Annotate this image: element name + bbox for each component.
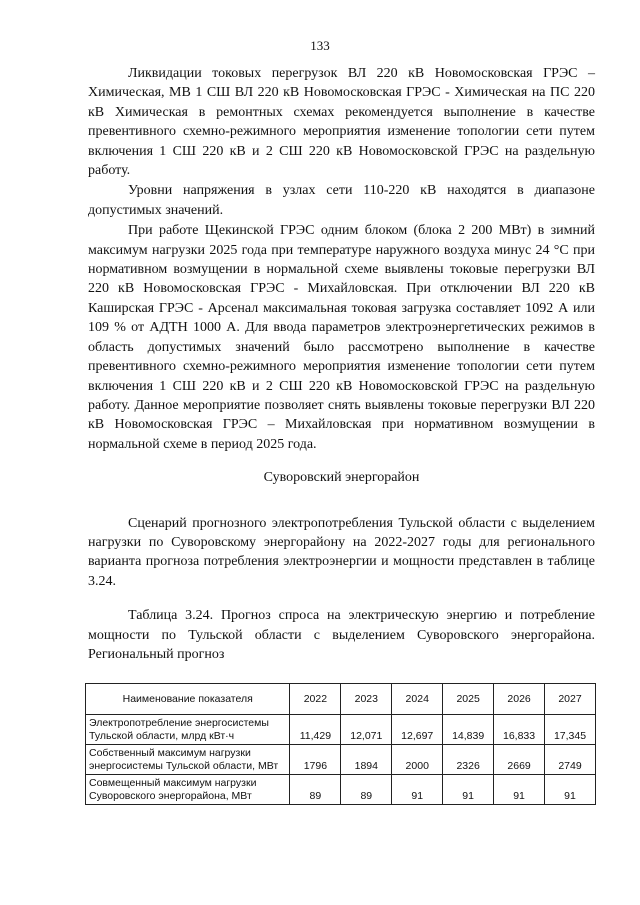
row-label: Электропотребление энергосистемы Тульской области, млрд кВт·ч xyxy=(86,715,290,745)
column-header-name: Наименование показателя xyxy=(86,684,290,715)
row-label: Совмещенный максимум нагрузки Суворовского энергорайона, МВт xyxy=(86,775,290,805)
table-cell: 12,071 xyxy=(341,715,392,745)
column-header-year: 2025 xyxy=(443,684,494,715)
paragraph-2: Уровни напряжения в узлах сети 110-220 кВ находятся в диапазоне допустимых значений. xyxy=(88,183,595,218)
table-cell: 91 xyxy=(392,775,443,805)
row-label: Собственный максимум нагрузки энергосистемы Тульской области, МВт xyxy=(86,745,290,775)
table-cell: 12,697 xyxy=(392,715,443,745)
column-header-year: 2026 xyxy=(494,684,545,715)
paragraph-3: При работе Щекинской ГРЭС одним блоком (блока 2 200 МВт) в зимний максимум нагрузки 2025 года при температуре наружного воздуха минус 24 °С при нормативном возмущении в нормальной схеме выявлены токовые перегрузки ВЛ 220 кВ Новомосковская ГРЭС - Михайловская. При отключении ВЛ 220 кВ Каширская ГРЭС - Арсенал максимальная токовая загрузка составляет 1092 А или 109 % от АДТН 1000 А. Для ввода параметров электроэнергетических режимов в область допустимых значений было рассмотрено выполнение в качестве превентивного схемно-режимного мероприятия изменение топологии сети путем включения 1 СШ 220 кВ и 2 СШ 220 кВ Новомосковской ГРЭС на раздельную работу. Данное мероприятие позволяет снять выявлены токовые перегрузки ВЛ 220 кВ Новомосковская ГРЭС – Михайловская при нормативном возмущении в нормальной схеме в период 2025 года. xyxy=(88,223,595,452)
table-cell: 89 xyxy=(341,775,392,805)
column-header-year: 2023 xyxy=(341,684,392,715)
paragraph-4: Сценарий прогнозного электропотребления Тульской области с выделением нагрузки по Суворовскому энергорайону на 2022-2027 годы для регионального варианта прогноза потребления электроэнергии и мощности представлен в таблице 3.24. xyxy=(88,515,595,589)
table-cell: 1796 xyxy=(290,745,341,775)
table-cell: 91 xyxy=(443,775,494,805)
body-text xyxy=(88,64,595,664)
paragraph-1: Ликвидации токовых перегрузок ВЛ 220 кВ Новомосковская ГРЭС – Химическая, МВ 1 СШ ВЛ 220 кВ Новомосковская ГРЭС - Химическая на ПС 220 кВ Химическая в ремонтных схемах рекомендуется выполнение в качестве превентивного схемно-режимного мероприятия изменение топологии сети путем включения 1 СШ 220 кВ и 2 СШ 220 кВ Новомосковской ГРЭС на раздельную работу. xyxy=(88,66,595,179)
table-row xyxy=(86,775,596,805)
table-cell: 2669 xyxy=(494,745,545,775)
table-cell: 11,429 xyxy=(290,715,341,745)
column-header-year: 2027 xyxy=(545,684,596,715)
table-cell: 91 xyxy=(494,775,545,805)
table-cell: 2000 xyxy=(392,745,443,775)
table-row xyxy=(86,745,596,775)
table-cell: 2749 xyxy=(545,745,596,775)
table-cell: 2326 xyxy=(443,745,494,775)
table-cell: 91 xyxy=(545,775,596,805)
column-header-year: 2022 xyxy=(290,684,341,715)
table-header-row xyxy=(86,684,596,715)
table-cell: 17,345 xyxy=(545,715,596,745)
table-row xyxy=(86,715,596,745)
table-caption: Таблица 3.24. Прогноз спроса на электрическую энергию и потребление мощности по Тульской области с выделением Суворовского энергорайона. Региональный прогноз xyxy=(88,608,595,662)
table-cell: 14,839 xyxy=(443,715,494,745)
column-header-year: 2024 xyxy=(392,684,443,715)
page-number: 133 xyxy=(310,38,330,53)
table-cell: 1894 xyxy=(341,745,392,775)
section-heading: Суворовский энергорайон xyxy=(263,470,420,486)
forecast-table xyxy=(85,683,596,805)
table-cell: 16,833 xyxy=(494,715,545,745)
table-cell: 89 xyxy=(290,775,341,805)
